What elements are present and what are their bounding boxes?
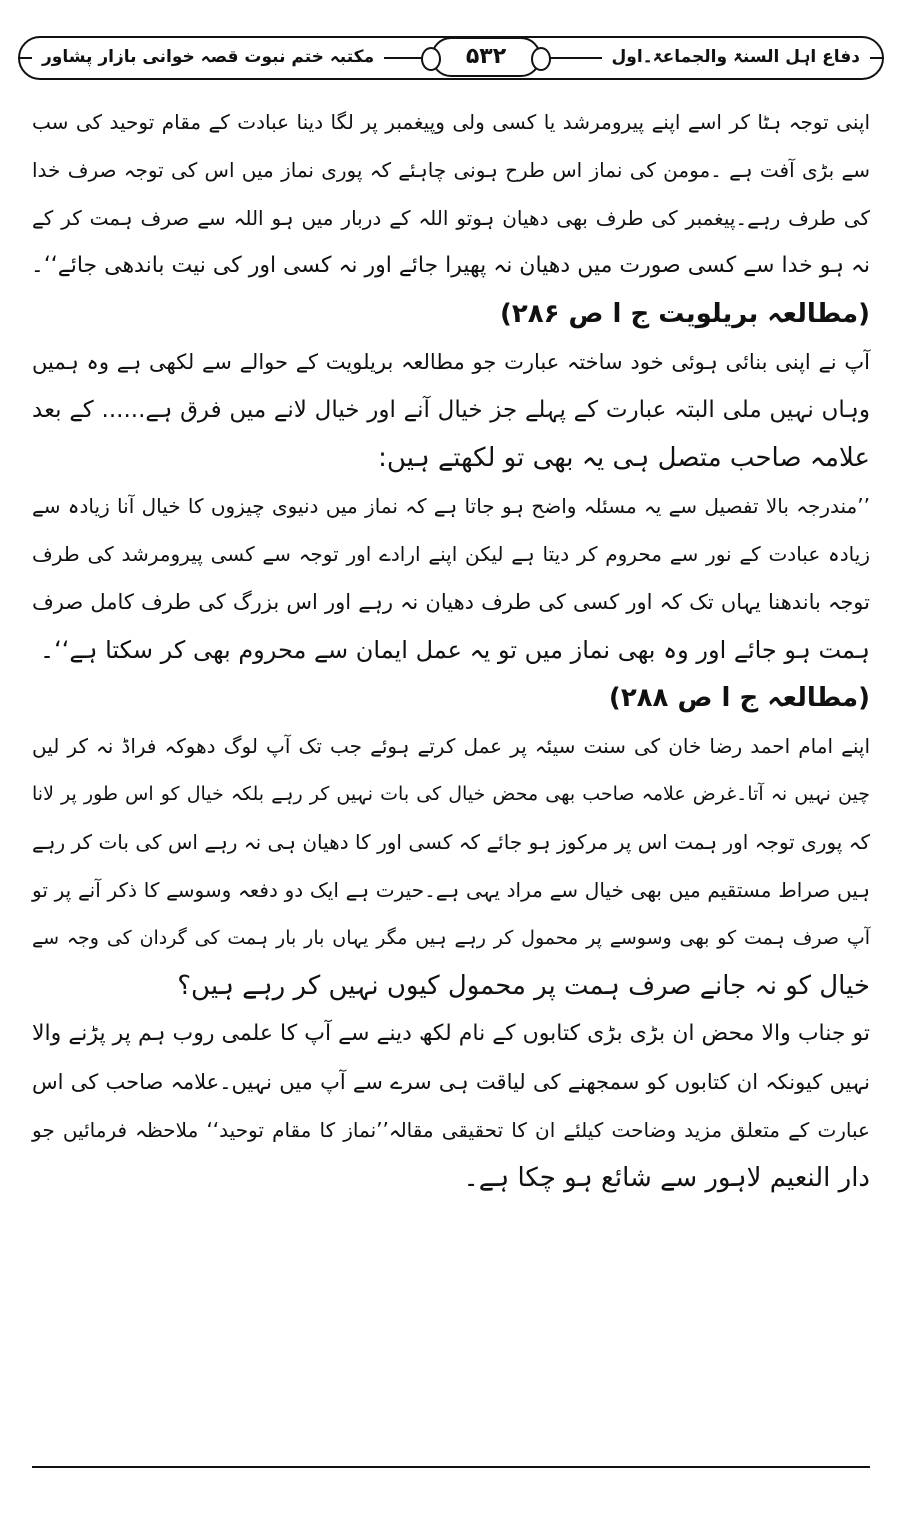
text-line: چین نہیں نہ آتا۔غرض علامہ صاحب بھی محض خیال کی بات نہیں کر رہے بلکہ خیال کو اس طور پر لانا bbox=[32, 783, 870, 805]
book-title: دفاع اہل السنۃ والجماعۃ۔اول bbox=[602, 42, 870, 72]
text-line: دار النعیم لاہور سے شائع ہو چکا ہے۔ bbox=[463, 1163, 870, 1193]
text-line: خیال کو نہ جانے صرف ہمت پر محمول کیوں نہیں کر رہے ہیں؟ bbox=[177, 971, 870, 1001]
page-body bbox=[32, 98, 870, 1202]
text-line: ’’مندرجہ بالا تفصیل سے یہ مسئلہ واضح ہو جاتا ہے کہ نماز میں دنیوی چیزوں کا خیال آنا زیادہ سے bbox=[32, 494, 870, 518]
footer-rule bbox=[32, 1466, 870, 1468]
text-line: زیادہ عبادت کے نور سے محروم کر دیتا ہے لیکن اپنے ارادے اور توجہ سے کسی پیرومرشد کی طرف bbox=[32, 542, 870, 566]
text-line: ہمت ہو جائے اور وہ بھی نماز میں تو یہ عمل ایمان سے محروم بھی کر سکتا ہے‘‘۔ bbox=[40, 636, 870, 664]
text-line: وہاں نہیں ملی البتہ عبارت کے پہلے جز خیال آنے اور خیال لانے میں فرق ہے...... کے بعد bbox=[32, 397, 870, 423]
text-line: سے بڑی آفت ہے ۔مومن کی نماز اس طرح ہونی چاہئے کہ پوری نماز میں اس کی توجہ صرف خدا bbox=[32, 158, 871, 182]
text-line: علامہ صاحب متصل ہی یہ بھی تو لکھتے ہیں: bbox=[378, 443, 870, 473]
text-line: تو جناب والا محض ان بڑی بڑی کتابوں کے نام لکھ دینے سے آپ کا علمی روب ہم پر پڑنے والا bbox=[32, 1021, 870, 1046]
text-line: اپنے امام احمد رضا خان کی سنت سیئہ پر عمل کرتے ہوئے جب تک آپ لوگ دھوکہ فراڈ نہ کر لیں bbox=[32, 734, 870, 758]
publisher-name: مکتبہ ختم نبوت قصہ خوانی بازار پشاور bbox=[32, 42, 384, 72]
text-line: آپ نے اپنی بنائی ہوئی خود ساختہ عبارت جو مطالعہ بریلویت کے حوالے سے لکھی ہے وہ ہمیں bbox=[32, 350, 870, 374]
text-line: ہیں صراط مستقیم میں بھی خیال سے مراد یہی ہے۔حیرت ہے ایک دو دفعہ وسوسے کا ذکر آنے پر تو bbox=[32, 878, 870, 902]
page-number: ۵۳۲ bbox=[431, 37, 541, 77]
text-line: آپ صرف ہمت کو بھی وسوسے پر محمول کر رہے ہیں مگر یہاں بار بار ہمت کی گردان کی وجہ سے bbox=[32, 927, 870, 949]
text-line: نہ ہو خدا سے کسی صورت میں دھیان نہ پھیرا جائے اور نہ کسی اور کی نیت باندھی جائے‘‘۔ bbox=[30, 253, 870, 278]
text-line: کی طرف رہے۔پیغمبر کی طرف بھی دھیان ہوتو اللہ کے دربار میں ہو اللہ سے صرف ہمت کر کے bbox=[32, 206, 870, 230]
page-header bbox=[18, 36, 884, 80]
citation: (مطالعہ ج ا ص ۲۸۸) bbox=[608, 683, 870, 713]
text-line: عبارت کے متعلق مزید وضاحت کیلئے ان کا تحقیقی مقالہ’’نماز کا مقام توحید‘‘ ملاحظہ فرمائیں جو bbox=[32, 1118, 870, 1142]
text-line: کہ پوری توجہ اور ہمت اس پر مرکوز ہو جائے کہ کسی اور کا دھیان ہی نہ رہے اس کی بات کر رہے bbox=[32, 830, 870, 854]
text-line: نہیں کیونکہ ان کتابوں کو سمجھنے کی لیاقت ہی سرے سے آپ میں نہیں۔علامہ صاحب کی اس bbox=[32, 1070, 870, 1094]
text-line: توجہ باندھنا یہاں تک کہ اور کسی کی طرف دھیان نہ رہے اور اس بزرگ کی طرف کامل صرف bbox=[32, 590, 870, 614]
citation: (مطالعہ بریلویت ج ا ص ۲۸۶) bbox=[499, 299, 870, 329]
text-line: اپنی توجہ ہٹا کر اسے اپنے پیرومرشد یا کسی ولی وپیغمبر پر لگا دینا عبادت کے مقام توحید کی سب bbox=[32, 110, 870, 134]
